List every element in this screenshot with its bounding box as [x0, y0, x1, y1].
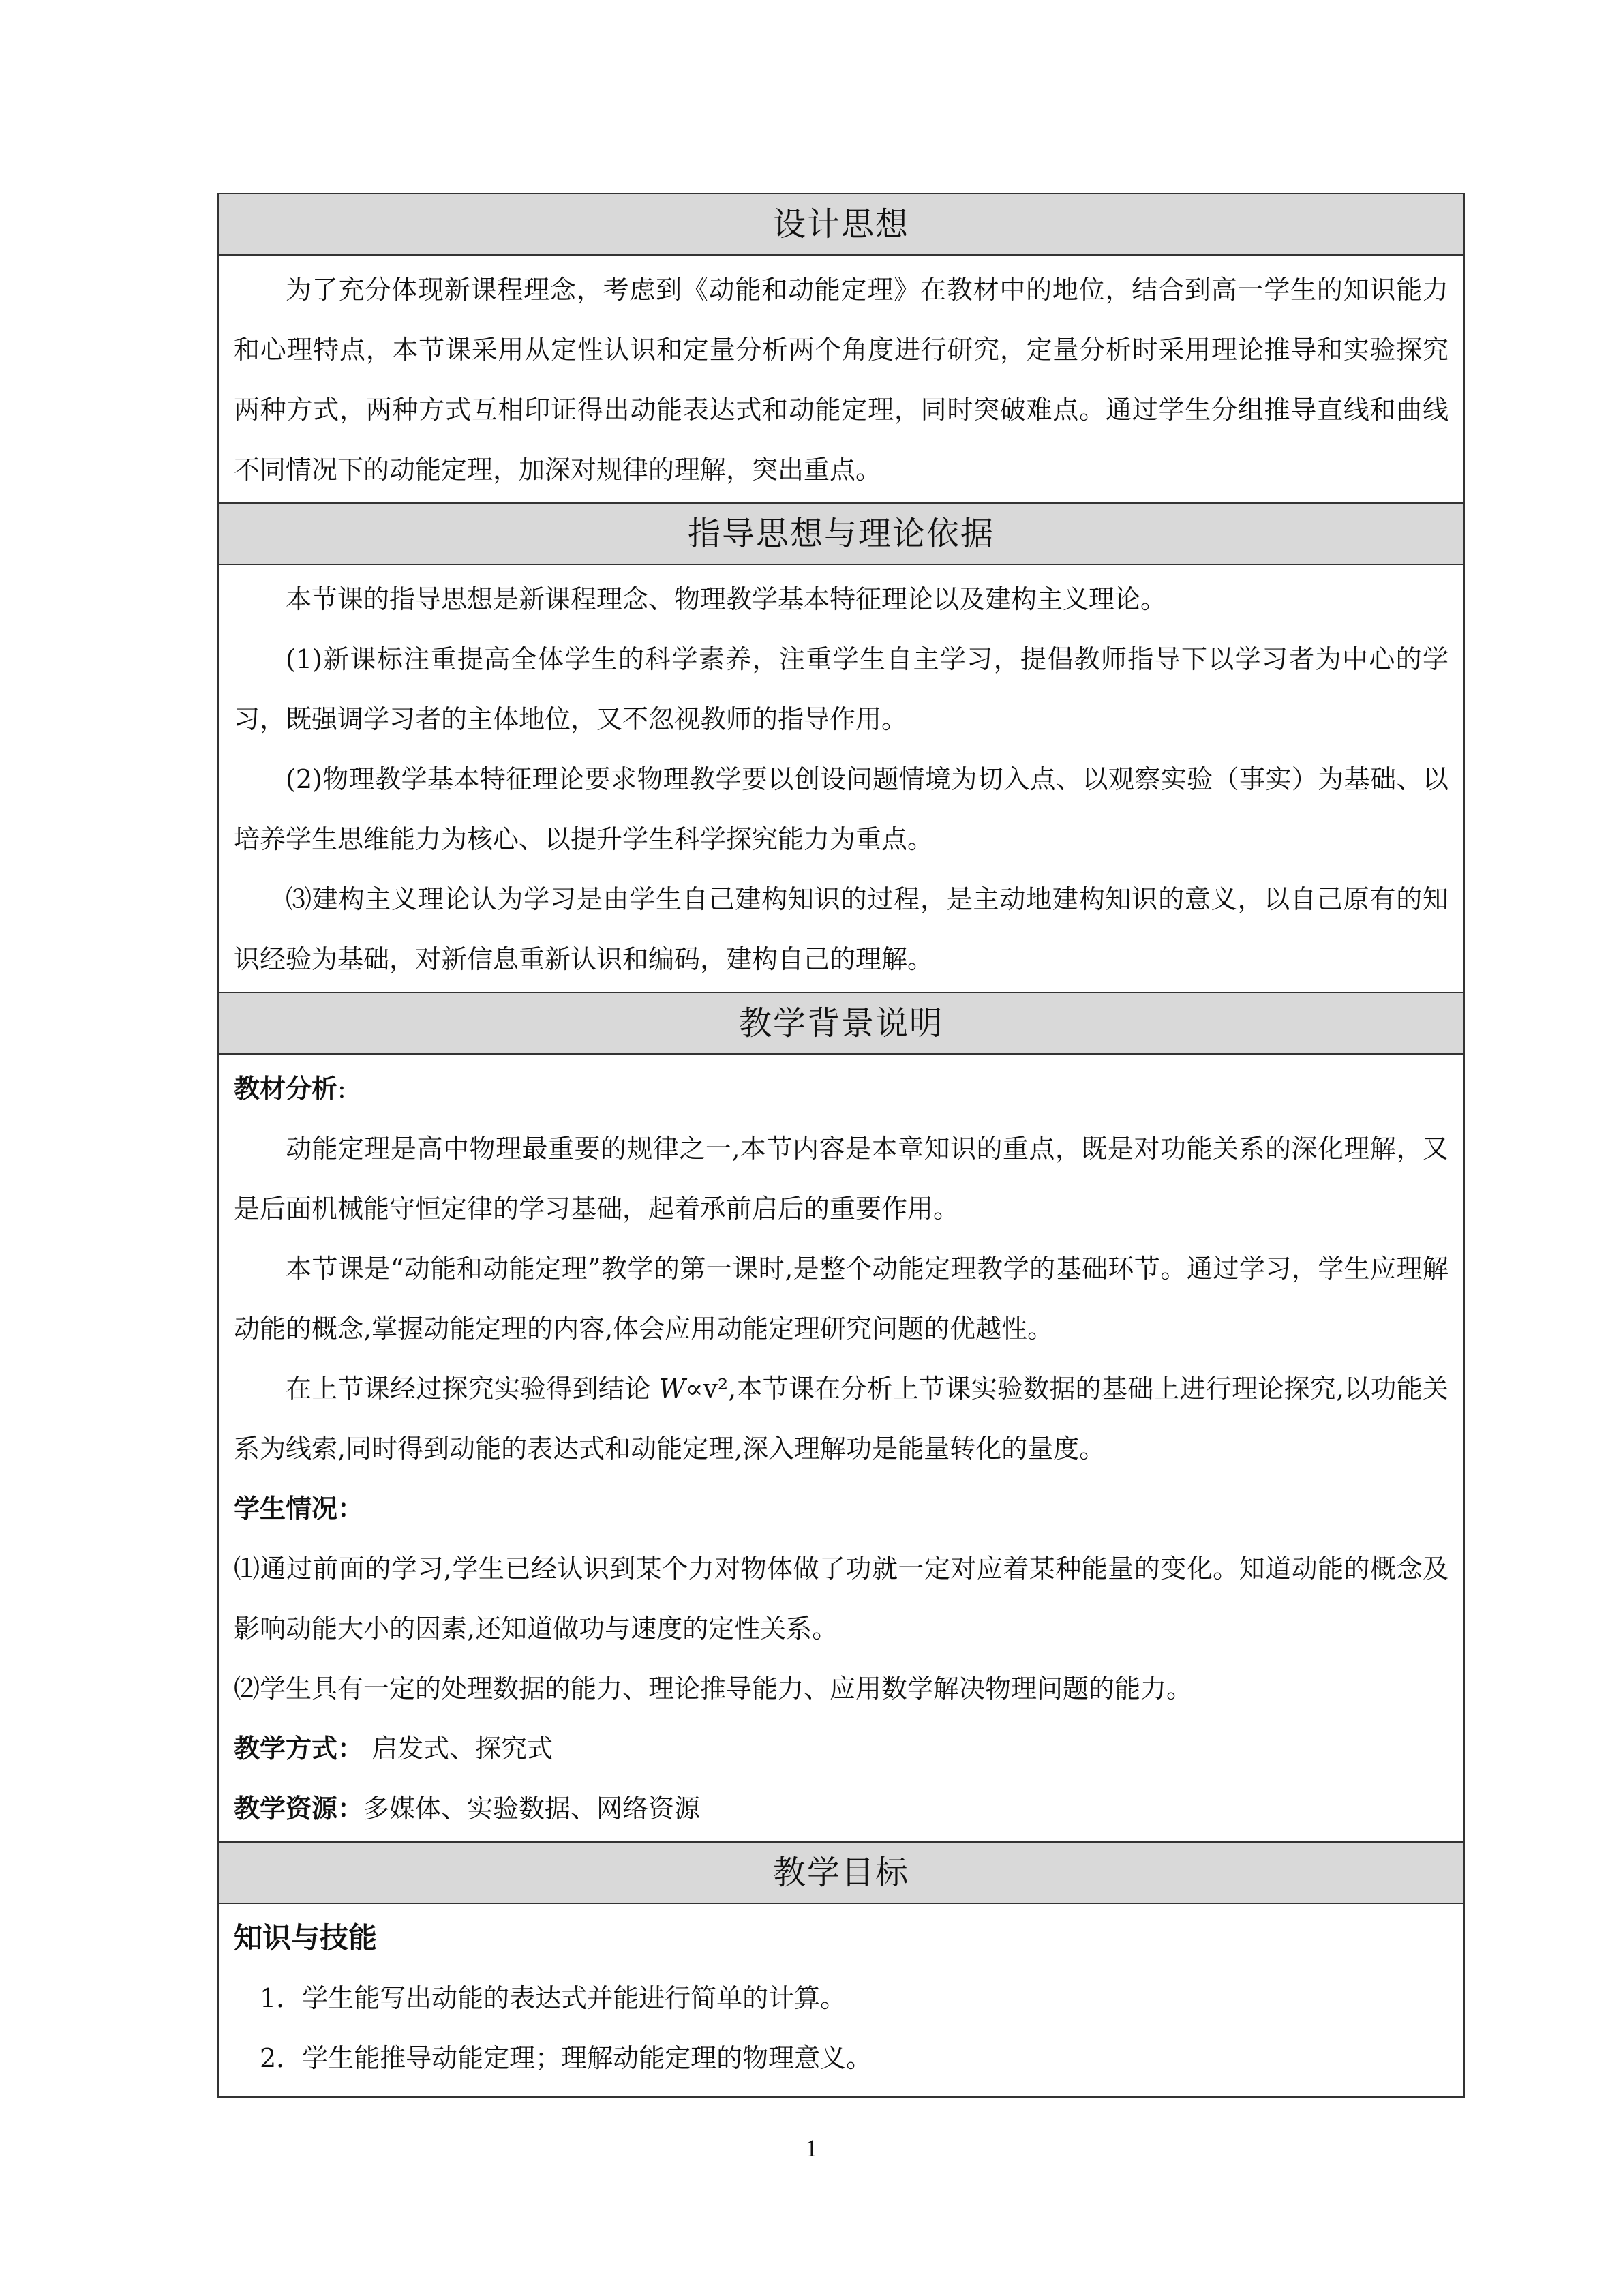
material-analysis-colon: :	[337, 1074, 346, 1104]
section-header-guiding: 指导思想与理论依据	[219, 504, 1463, 565]
section-header-design: 设计思想	[219, 194, 1463, 256]
teaching-method-value: 启发式、探究式	[363, 1734, 553, 1764]
guiding-paragraph-2: (2)物理教学基本特征理论要求物理教学要以创设问题情境为切入点、以观察实验（事实）为基础、以培养学生思维能力为核心、以提升学生科学探究能力为重点。	[234, 764, 1448, 854]
section-header-background: 教学背景说明	[219, 993, 1463, 1055]
teaching-resource-value: 多媒体、实验数据、网络资源	[363, 1794, 701, 1824]
material-paragraph-3	[234, 1359, 1448, 1479]
teaching-resource-label: 教学资源：	[234, 1794, 364, 1824]
material-analysis-heading	[234, 1059, 1448, 1119]
formula-w: W	[658, 1374, 686, 1404]
goal-item-2: 2．学生能推导动能定理；理解动能定理的物理意义。	[260, 2043, 873, 2073]
teaching-method-line	[234, 1719, 1448, 1779]
student-situation-2: ⑵学生具有一定的处理数据的能力、理论推导能力、应用数学解决物理问题的能力。	[234, 1674, 1193, 1704]
student-situation-label: 学生情况：	[234, 1494, 364, 1524]
guiding-paragraph-3: ⑶建构主义理论认为学习是由学生自己建构知识的过程，是主动地建构知识的意义，以自己原有的知识经验为基础，对新信息重新认识和编码，建构自己的理解。	[234, 884, 1448, 974]
page-number: 1	[805, 2134, 818, 2162]
material-paragraph-1: 动能定理是高中物理最重要的规律之一,本节内容是本章知识的重点，既是对功能关系的深化理解，又是后面机械能守恒定律的学习基础，起着承前启后的重要作用。	[234, 1134, 1448, 1224]
lesson-plan-table	[217, 193, 1465, 2098]
section-header-goals: 教学目标	[219, 1843, 1463, 1904]
section-body-design	[219, 256, 1463, 504]
section-body-background	[219, 1055, 1463, 1843]
guiding-paragraph-1: (1)新课标注重提高全体学生的科学素养，注重学生自主学习，提倡教师指导下以学习者为中心的学习，既强调学习者的主体地位，又不忽视教师的指导作用。	[234, 644, 1448, 734]
material-p3-after: ,本节课在分析上节课实验数据的基础上进行理论探究,以功能关系为线索,同时得到动能的表达式和动能定理,深入理解功是能量转化的量度。	[234, 1374, 1448, 1464]
formula-rest: ∝v²	[685, 1374, 729, 1404]
student-situation-1: ⑴通过前面的学习,学生已经认识到某个力对物体做了功就一定对应着某种能量的变化。知道动能的概念及影响动能大小的因素,还知道做功与速度的定性关系。	[234, 1554, 1448, 1644]
section-body-guiding	[219, 565, 1463, 993]
material-p3-before: 在上节课经过探究实验得到结论	[286, 1374, 659, 1404]
teaching-resource-line	[234, 1779, 1448, 1839]
section-body-goals	[219, 1904, 1463, 2096]
material-paragraph-2: 本节课是“动能和动能定理”教学的第一课时,是整个动能定理教学的基础环节。通过学习，学生应理解动能的概念,掌握动能定理的内容,体会应用动能定理研究问题的优越性。	[234, 1254, 1448, 1344]
guiding-paragraph-intro: 本节课的指导思想是新课程理念、物理教学基本特征理论以及建构主义理论。	[286, 584, 1167, 614]
knowledge-skills-heading: 知识与技能	[234, 1921, 378, 1954]
material-analysis-label: 教材分析	[234, 1074, 338, 1104]
goal-item-1: 1．学生能写出动能的表达式并能进行简单的计算。	[260, 1983, 847, 2013]
design-paragraph: 为了充分体现新课程理念，考虑到《动能和动能定理》在教材中的地位，结合到高一学生的知识能力和心理特点，本节课采用从定性认识和定量分析两个角度进行研究，定量分析时采用理论推导和实验探究两种方式，两种方式互相印证得出动能表达式和动能定理，同时突破难点。通过学生分组推导直线和曲线不同情况下的动能定理，加深对规律的理解，突出重点。	[234, 275, 1448, 485]
teaching-method-label: 教学方式：	[234, 1734, 364, 1764]
